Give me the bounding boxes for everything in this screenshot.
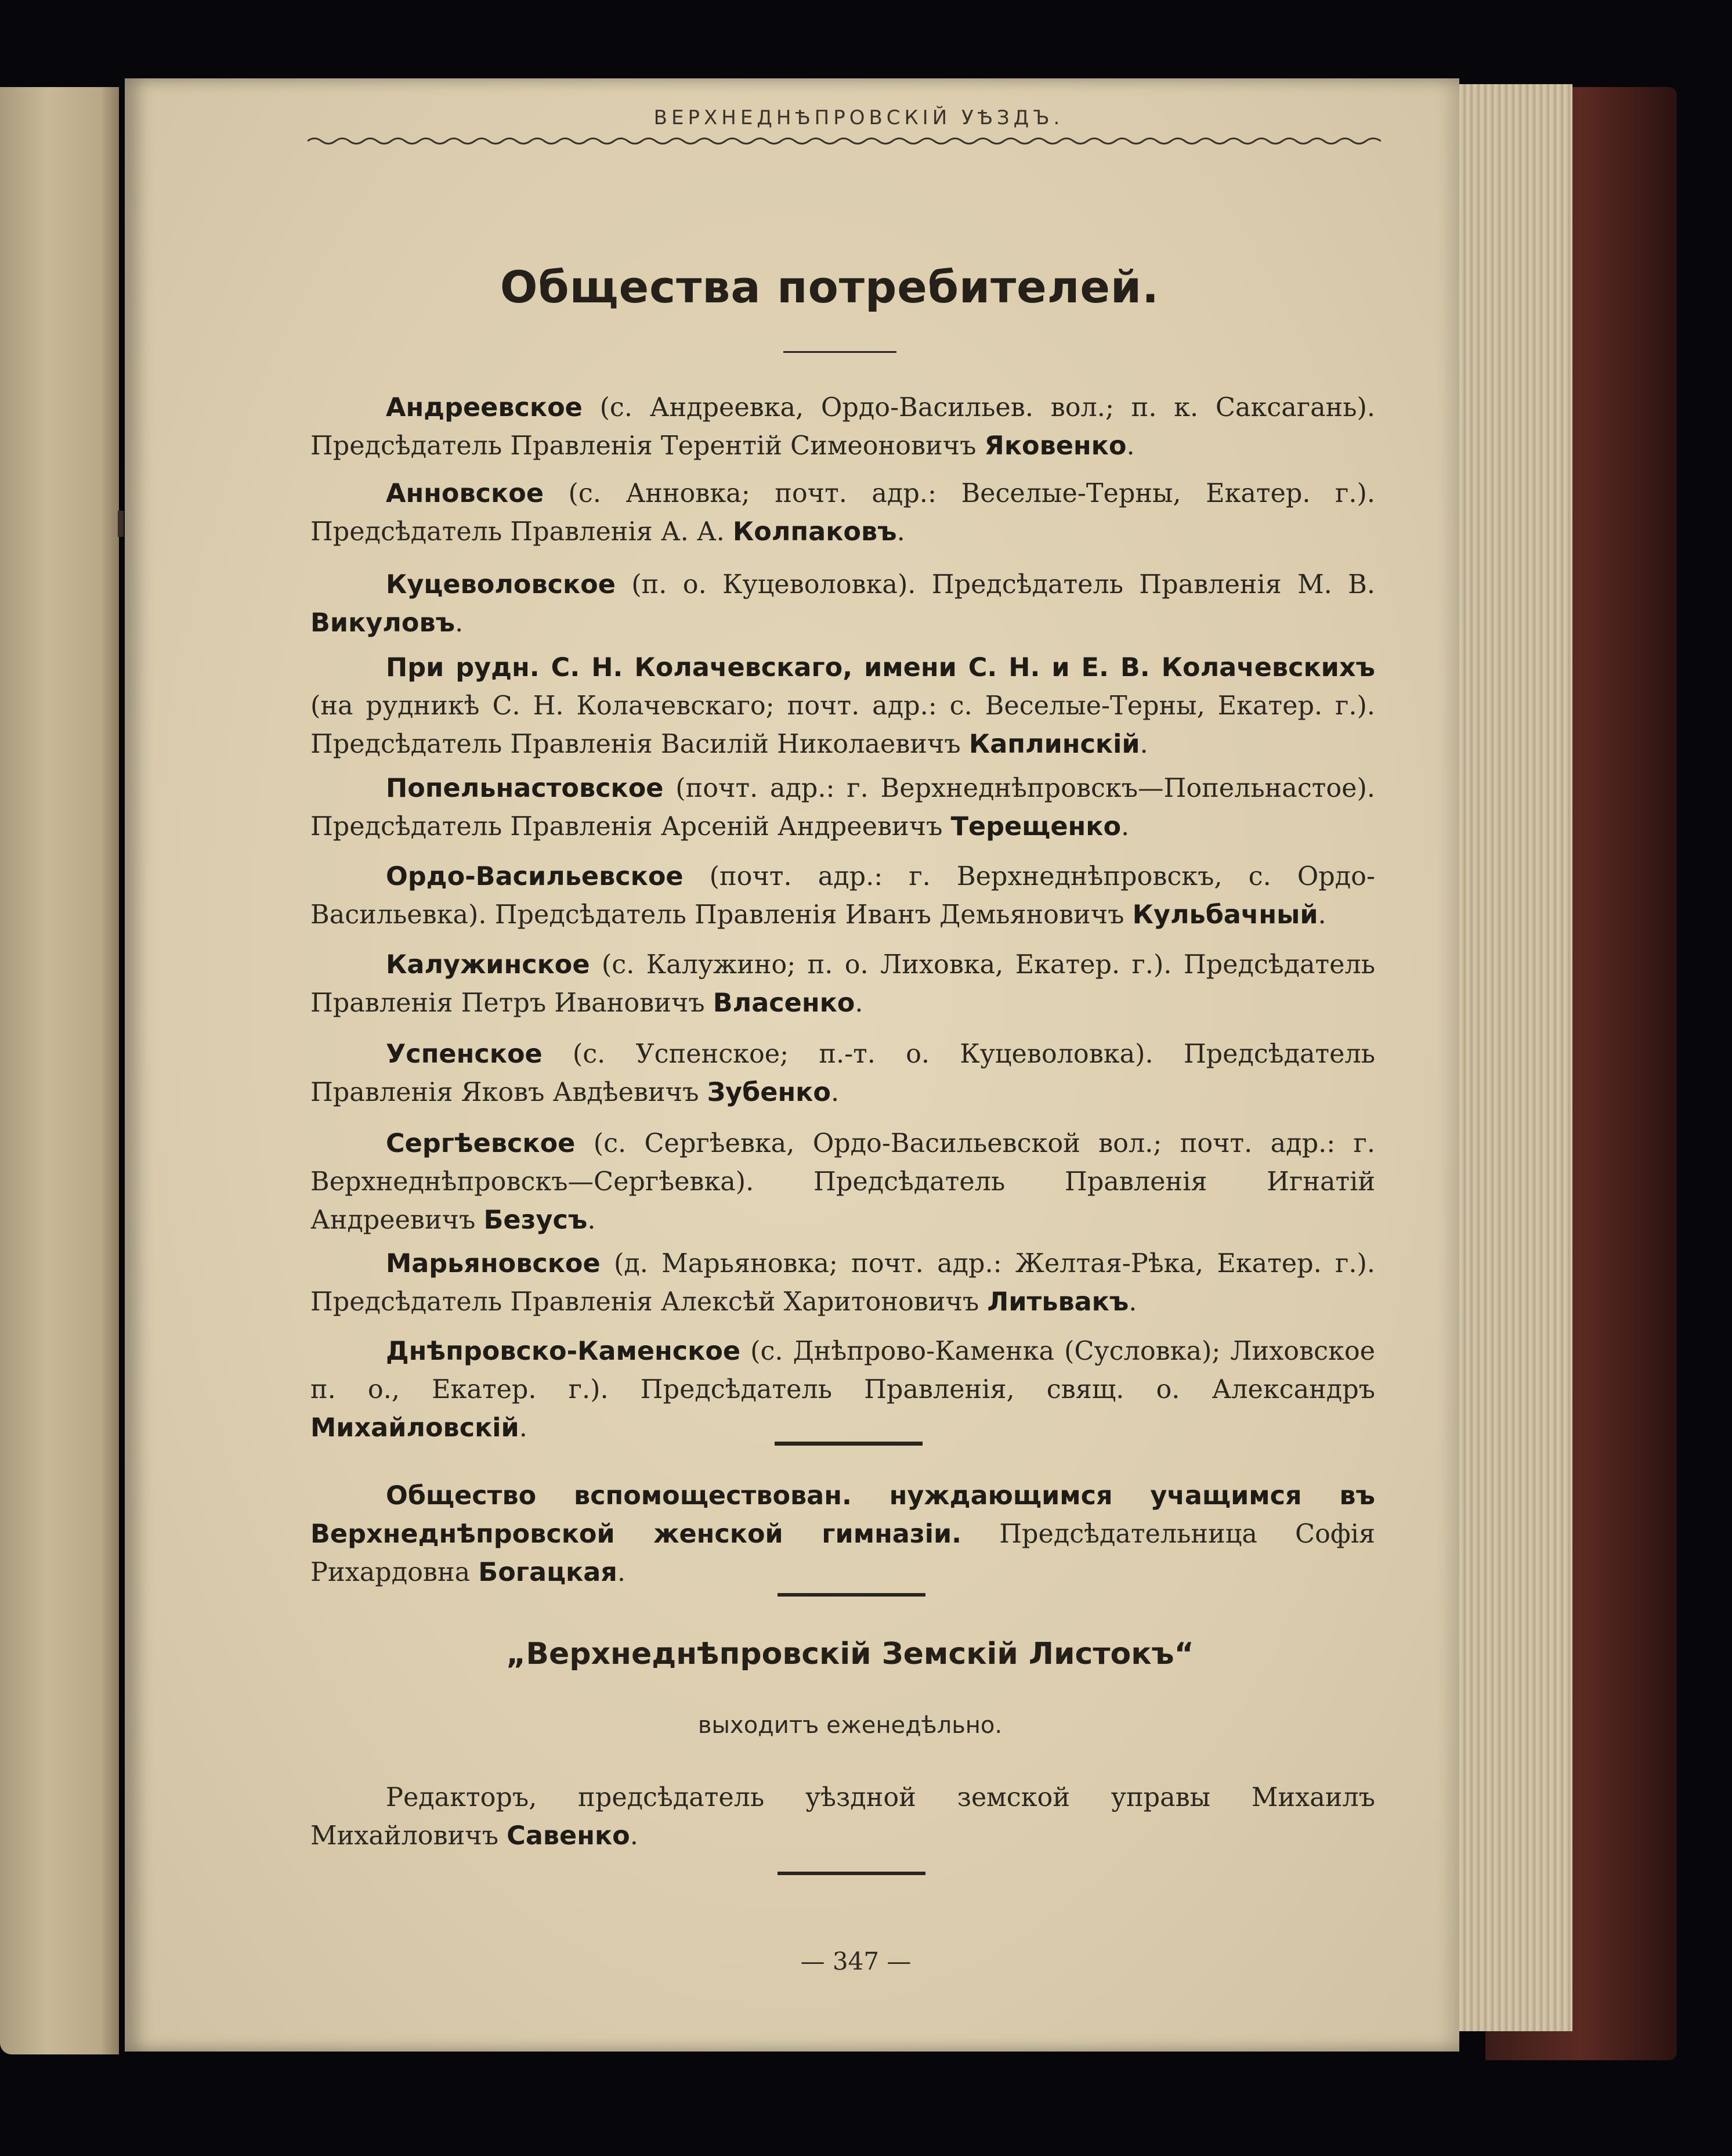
entry-tail: . bbox=[587, 1205, 596, 1235]
entry-tail: . bbox=[1126, 431, 1135, 461]
left-page-edge bbox=[0, 87, 119, 2054]
title-rule bbox=[783, 351, 896, 353]
entry-surname: Каплинскій bbox=[968, 729, 1140, 759]
page-number: — 347 — bbox=[800, 1947, 912, 1976]
gazette-title: „Верхнеднѣпровскій Земскій Листокъ“ bbox=[506, 1637, 1194, 1671]
header-wavy-rule bbox=[308, 135, 1381, 147]
entry-name: Днѣпровско-Каменское bbox=[386, 1337, 741, 1366]
society-entry bbox=[310, 1477, 1375, 1592]
running-header: ВЕРХНЕДНѢПРОВСКІЙ УѢЗДЪ. bbox=[653, 106, 1064, 129]
entry-name: Калужинское bbox=[386, 950, 590, 980]
entry-tail: . bbox=[1129, 1287, 1137, 1317]
entry-name: Успенское bbox=[386, 1039, 543, 1069]
entry-text: (с. Калужино; п. о. Лиховка, Екатер. г.). Предсѣдатель Правленія Петръ Ивановичъ bbox=[310, 950, 1375, 1018]
entry-surname: Литьвакъ bbox=[987, 1287, 1129, 1317]
entry-surname: Власенко bbox=[713, 988, 855, 1018]
entry-annovskoe bbox=[310, 475, 1375, 551]
society-tail: . bbox=[617, 1558, 626, 1587]
section-rule bbox=[778, 1872, 925, 1875]
entry-tail: . bbox=[1121, 812, 1130, 842]
entry-text: (с. Андреевка, Ордо-Васильев. вол.; п. к. Саксагань). Предсѣдатель Правленія Терентій Симеоновичъ bbox=[310, 393, 1375, 461]
gazette-tail: . bbox=[630, 1821, 638, 1851]
entry-name: Куцеволовское bbox=[386, 570, 616, 600]
entry-tail: . bbox=[1318, 900, 1326, 930]
gazette-editor bbox=[310, 1779, 1375, 1855]
entry-uspenskoe bbox=[310, 1035, 1375, 1112]
entry-tail: . bbox=[855, 988, 863, 1018]
entry-text: (д. Марьяновка; почт. адр.: Желтая-Рѣка, Екатер. г.). Предсѣдатель Правленія Алексѣй Харитоновичъ bbox=[310, 1249, 1375, 1317]
entry-kutsevolovskoe bbox=[310, 566, 1375, 642]
section-rule bbox=[778, 1593, 925, 1597]
entry-text: (с. Успенское; п.-т. о. Куцеволовка). Предсѣдатель Правленія Яковъ Авдѣевичъ bbox=[310, 1039, 1375, 1107]
society-text: Предсѣдательница Софія Рихардовна bbox=[310, 1519, 1375, 1587]
entry-surname: Кульбачный bbox=[1132, 900, 1318, 930]
section-rule bbox=[775, 1442, 923, 1446]
entry-name: Попельнастовское bbox=[386, 774, 664, 803]
entry-maryanovskoe bbox=[310, 1245, 1375, 1321]
entry-surname: Викуловъ bbox=[310, 608, 455, 638]
gazette-subtitle: выходитъ еженедѣльно. bbox=[697, 1712, 1003, 1739]
gazette-text: Редакторъ, предсѣдатель уѣздной земской управы Михаилъ Михайловичъ bbox=[310, 1783, 1375, 1851]
entry-tail: . bbox=[519, 1413, 527, 1443]
entry-dneprovsko-kamenskoe bbox=[310, 1332, 1375, 1447]
entry-popelnastovskoe bbox=[310, 770, 1375, 846]
entry-name: При рудн. С. Н. Колачевскаго, имени С. Н. и Е. В. Колачевскихъ bbox=[386, 653, 1375, 682]
entry-text: (с. Днѣпрово-Каменка (Сусловка); Лиховское п. о., Екатер. г.). Предсѣдатель Правленія, свящ. о. Александръ bbox=[310, 1337, 1375, 1404]
society-name: Общество вспомоществован. нуждающимся учащимся въ Верхнеднѣпровской женской гимназіи. bbox=[310, 1481, 1375, 1549]
entry-tail: . bbox=[455, 608, 464, 638]
entry-text: (почт. адр.: г. Верхнеднѣпровскъ, с. Ордо-Васильевка). Предсѣдатель Правленія Иванъ Демьяновичъ bbox=[310, 862, 1375, 930]
gazette-surname: Савенко bbox=[507, 1821, 630, 1851]
entry-tail: . bbox=[1140, 729, 1148, 759]
entry-surname: Колпаковъ bbox=[732, 517, 897, 547]
society-surname: Богацкая bbox=[478, 1558, 617, 1587]
entry-ordo-vasilevskoe bbox=[310, 858, 1375, 934]
entry-andreevskoe bbox=[310, 389, 1375, 465]
entry-name: Ордо-Васильевское bbox=[386, 862, 684, 891]
entry-text: (с. Анновка; почт. адр.: Веселые-Терны, Екатер. г.). Предсѣдатель Правленія А. А. bbox=[310, 479, 1375, 547]
entry-surname: Терещенко bbox=[950, 812, 1122, 842]
entry-kolachevskih bbox=[310, 649, 1375, 764]
entry-surname: Яковенко bbox=[984, 431, 1127, 461]
entry-sergeevskoe bbox=[310, 1125, 1375, 1240]
entry-surname: Михайловскій bbox=[310, 1413, 519, 1443]
entry-tail: . bbox=[896, 517, 905, 547]
binding-mark bbox=[118, 511, 124, 537]
entry-name: Анновское bbox=[386, 479, 544, 508]
entry-name: Андреевское bbox=[386, 393, 583, 422]
entry-kaluzhinskoe bbox=[310, 946, 1375, 1023]
entry-name: Сергѣевское bbox=[386, 1129, 576, 1158]
entry-text: (почт. адр.: г. Верхнеднѣпровскъ—Попельнастое). Предсѣдатель Правленія Арсеній Андреевичъ bbox=[310, 774, 1375, 842]
entry-tail: . bbox=[830, 1078, 840, 1107]
entry-text: (с. Сергѣевка, Ордо-Васильевской вол.; почт. адр.: г. Верхнеднѣпровскъ—Сергѣевка). Предсѣдатель Правленія Игнатій Андреевичъ bbox=[310, 1129, 1375, 1235]
entry-name: Марьяновское bbox=[386, 1249, 601, 1279]
page-title: Общества потребителей. bbox=[500, 261, 1160, 313]
entry-text: (на рудникѣ С. Н. Колачевскаго; почт. адр.: с. Веселые-Терны, Екатер. г.). Предсѣдатель Правленія Василій Николаевичъ bbox=[310, 691, 1375, 759]
entry-surname: Зубенко bbox=[707, 1078, 831, 1107]
entry-text: (п. о. Куцеволовка). Предсѣдатель Правленія М. В. bbox=[615, 570, 1375, 600]
entry-surname: Безусъ bbox=[483, 1205, 588, 1235]
